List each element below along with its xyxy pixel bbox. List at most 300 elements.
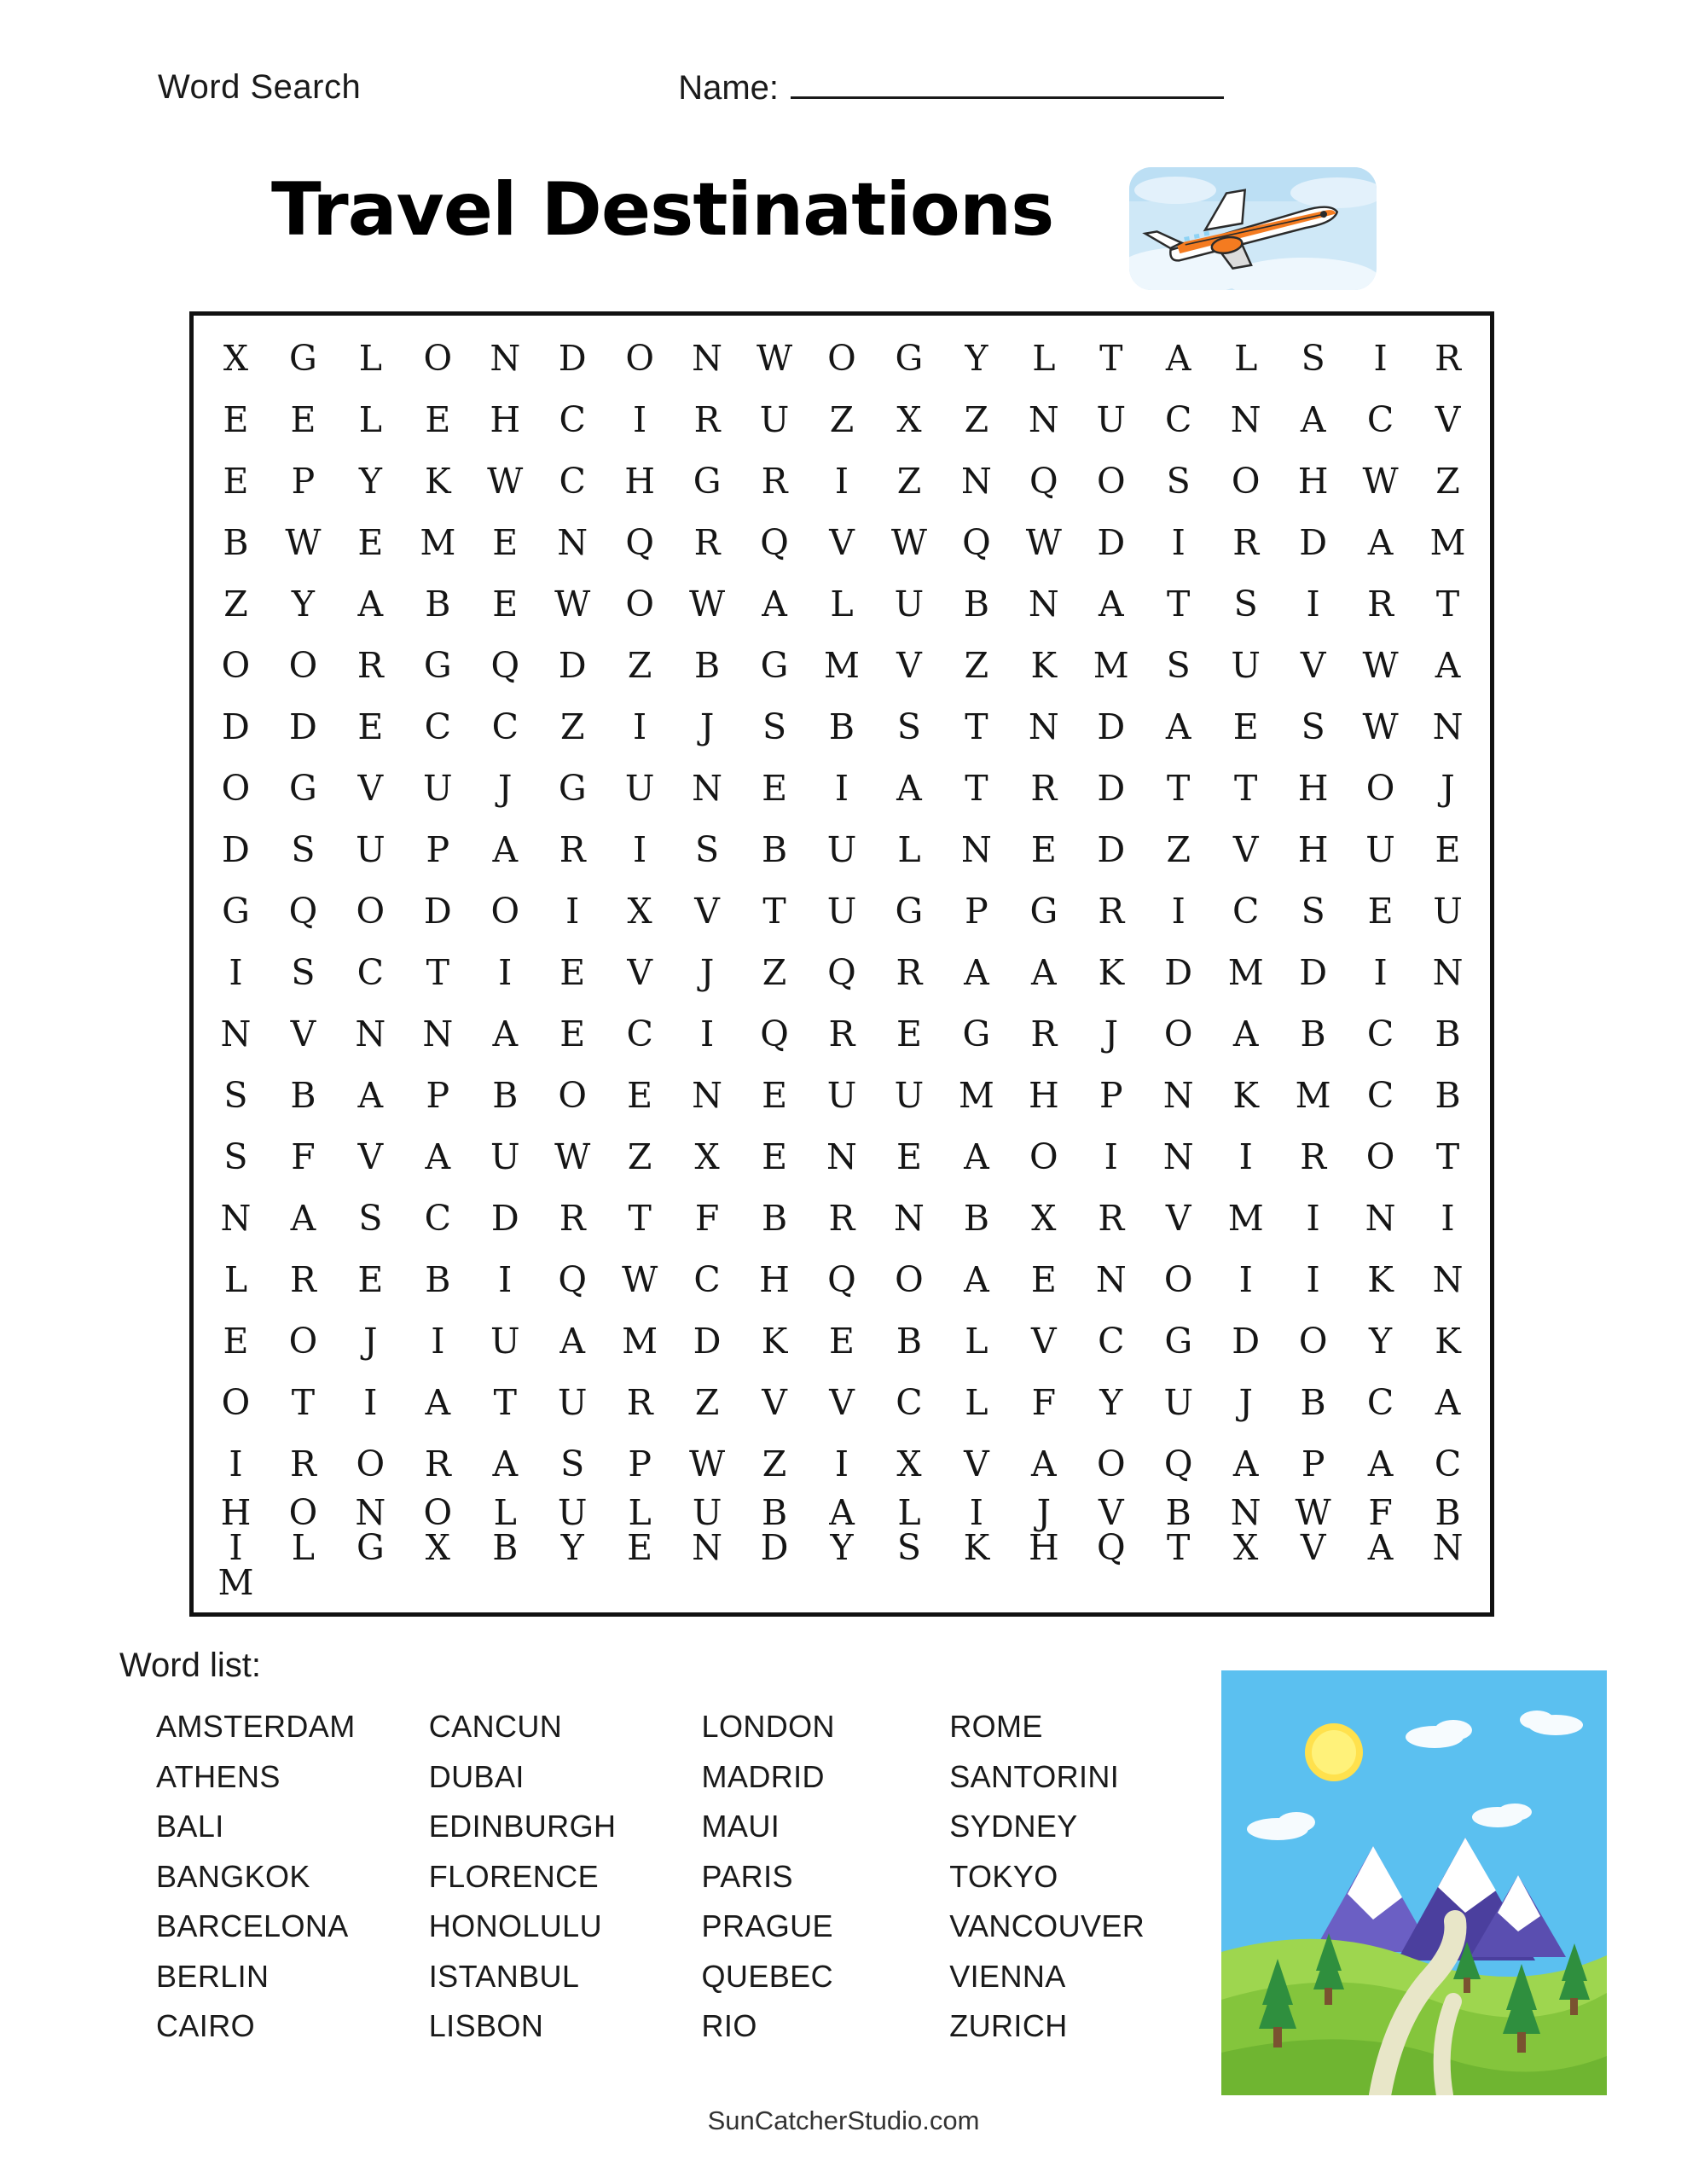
grid-cell[interactable]: D [1097, 706, 1126, 747]
grid-cell[interactable]: S [223, 1136, 248, 1178]
grid-cell[interactable]: B [1435, 1014, 1461, 1055]
grid-cell[interactable]: N [1028, 706, 1059, 747]
grid-cell[interactable]: I [229, 952, 243, 994]
grid-cell[interactable]: Z [627, 1136, 652, 1178]
grid-cell[interactable]: O [221, 767, 251, 809]
grid-cell[interactable]: W [622, 1259, 658, 1301]
grid-cell[interactable]: E [559, 1014, 586, 1055]
grid-cell[interactable]: X [896, 398, 922, 440]
word-list-item[interactable]: BANGKOK [156, 1858, 310, 1894]
grid-cell[interactable]: S [1301, 706, 1325, 747]
grid-cell[interactable]: B [1300, 1014, 1326, 1055]
grid-cell[interactable]: I [834, 767, 849, 809]
grid-cell[interactable]: N [1432, 706, 1464, 747]
grid-cell[interactable]: A [1367, 1527, 1394, 1568]
grid-cell[interactable]: M [1227, 952, 1264, 994]
grid-cell[interactable]: N [1230, 1492, 1261, 1533]
word-list-item[interactable]: VANCOUVER [949, 1908, 1145, 1943]
grid-cell[interactable]: S [1166, 460, 1191, 502]
grid-cell[interactable]: N [220, 1014, 252, 1055]
grid-cell[interactable]: N [1028, 398, 1059, 440]
grid-cell[interactable]: Q [625, 521, 654, 563]
grid-cell[interactable]: R [357, 644, 384, 686]
grid-cell[interactable]: W [1362, 644, 1399, 686]
grid-cell[interactable]: E [357, 706, 384, 747]
grid-cell[interactable]: C [491, 706, 519, 747]
grid-cell[interactable]: I [1441, 1198, 1455, 1240]
grid-cell[interactable]: D [1097, 767, 1126, 809]
grid-cell[interactable]: N [1162, 1075, 1194, 1117]
grid-cell[interactable]: T [426, 952, 449, 994]
grid-cell[interactable]: Y [560, 1527, 584, 1568]
grid-cell[interactable]: V [896, 644, 922, 686]
grid-cell[interactable]: D [1232, 1321, 1261, 1362]
grid-cell[interactable]: N [1432, 1527, 1464, 1568]
grid-cell[interactable]: N [960, 828, 992, 870]
grid-cell[interactable]: B [828, 706, 855, 747]
grid-cell[interactable]: Y [965, 337, 988, 379]
word-list-item[interactable]: SANTORINI [949, 1758, 1120, 1794]
grid-cell[interactable]: N [1432, 1259, 1464, 1301]
grid-cell[interactable]: A [1165, 706, 1191, 747]
grid-cell[interactable]: V [762, 1382, 787, 1424]
grid-cell[interactable]: Y [358, 460, 382, 502]
grid-cell[interactable]: I [498, 1259, 513, 1301]
grid-cell[interactable]: G [423, 644, 452, 686]
grid-cell[interactable]: V [290, 1014, 316, 1055]
grid-cell[interactable]: E [1435, 828, 1461, 870]
grid-cell[interactable]: E [1232, 706, 1259, 747]
grid-cell[interactable]: Q [288, 890, 318, 932]
grid-cell[interactable]: A [1435, 1382, 1461, 1424]
grid-cell[interactable]: B [1435, 1492, 1461, 1533]
grid-cell[interactable]: C [559, 398, 586, 440]
grid-cell[interactable]: W [689, 1443, 726, 1485]
word-list-item[interactable]: CAIRO [156, 2008, 256, 2043]
grid-cell[interactable]: D [558, 337, 587, 379]
grid-cell[interactable]: E [627, 1527, 653, 1568]
grid-cell[interactable]: L [358, 398, 382, 440]
grid-cell[interactable]: U [1163, 1382, 1193, 1424]
grid-cell[interactable]: O [423, 1492, 453, 1533]
grid-cell[interactable]: R [1300, 1136, 1327, 1178]
grid-cell[interactable]: I [633, 706, 647, 747]
grid-cell[interactable]: E [762, 1136, 788, 1178]
grid-cell[interactable]: V [1031, 1321, 1057, 1362]
word-list-item[interactable]: SYDNEY [949, 1809, 1078, 1844]
grid-cell[interactable]: W [554, 1136, 591, 1178]
grid-cell[interactable]: E [223, 460, 249, 502]
grid-cell[interactable]: D [1097, 828, 1126, 870]
grid-cell[interactable]: N [557, 521, 588, 563]
grid-cell[interactable]: S [1301, 890, 1325, 932]
grid-cell[interactable]: R [1098, 890, 1125, 932]
grid-cell[interactable]: N [692, 337, 723, 379]
grid-cell[interactable]: E [492, 583, 519, 624]
grid-cell[interactable]: O [221, 1382, 251, 1424]
grid-cell[interactable]: L [965, 1321, 988, 1362]
grid-cell[interactable]: Z [829, 398, 855, 440]
grid-cell[interactable]: J [498, 767, 513, 809]
grid-cell[interactable]: S [762, 706, 787, 747]
grid-cell[interactable]: U [1231, 644, 1261, 686]
grid-cell[interactable]: U [1433, 890, 1463, 932]
grid-cell[interactable]: B [492, 1075, 519, 1117]
grid-cell[interactable]: A [964, 1259, 989, 1301]
grid-cell[interactable]: E [896, 1136, 922, 1178]
grid-cell[interactable]: G [693, 460, 722, 502]
grid-cell[interactable]: O [1365, 767, 1395, 809]
grid-cell[interactable]: L [897, 828, 921, 870]
grid-cell[interactable]: F [291, 1136, 316, 1178]
grid-cell[interactable]: I [633, 398, 647, 440]
grid-cell[interactable]: X [1031, 1198, 1057, 1240]
grid-cell[interactable]: C [1165, 398, 1192, 440]
grid-cell[interactable]: A [762, 583, 787, 624]
grid-cell[interactable]: O [221, 644, 251, 686]
grid-cell[interactable]: N [1432, 952, 1464, 994]
grid-cell[interactable]: R [1098, 1198, 1125, 1240]
grid-cell[interactable]: H [759, 1259, 790, 1301]
grid-cell[interactable]: L [965, 1382, 988, 1424]
grid-cell[interactable]: B [290, 1075, 316, 1117]
grid-cell[interactable]: A [1031, 952, 1057, 994]
grid-cell[interactable]: A [896, 767, 922, 809]
word-list-item[interactable]: LONDON [701, 1709, 835, 1744]
grid-cell[interactable]: W [554, 583, 591, 624]
grid-cell[interactable]: A [1435, 644, 1461, 686]
grid-cell[interactable]: I [498, 952, 513, 994]
grid-cell[interactable]: E [425, 398, 451, 440]
grid-cell[interactable]: K [1232, 1075, 1259, 1117]
grid-cell[interactable]: C [1366, 1075, 1394, 1117]
grid-cell[interactable]: V [694, 890, 720, 932]
grid-cell[interactable]: V [964, 1443, 989, 1485]
grid-cell[interactable]: O [1365, 1136, 1395, 1178]
grid-cell[interactable]: H [220, 1492, 252, 1533]
grid-cell[interactable]: E [492, 521, 519, 563]
grid-cell[interactable]: X [425, 1527, 450, 1568]
word-list-item[interactable]: BALI [156, 1809, 224, 1844]
grid-cell[interactable]: N [692, 767, 723, 809]
grid-cell[interactable]: U [490, 1321, 520, 1362]
grid-cell[interactable]: A [357, 583, 384, 624]
grid-cell[interactable]: M [1429, 521, 1466, 563]
grid-cell[interactable]: S [291, 828, 316, 870]
grid-cell[interactable]: P [426, 828, 450, 870]
grid-cell[interactable]: K [424, 460, 451, 502]
grid-cell[interactable]: G [222, 890, 250, 932]
grid-cell[interactable]: W [1362, 460, 1399, 502]
word-list-item[interactable]: QUEBEC [701, 1958, 833, 1994]
grid-cell[interactable]: L [1234, 337, 1258, 379]
grid-cell[interactable]: F [1368, 1492, 1393, 1533]
grid-cell[interactable]: O [356, 890, 386, 932]
grid-cell[interactable]: B [761, 828, 788, 870]
grid-cell[interactable]: R [289, 1443, 316, 1485]
grid-cell[interactable]: T [1167, 583, 1191, 624]
letter-grid[interactable] [202, 328, 1481, 1603]
grid-cell[interactable]: R [559, 828, 586, 870]
grid-cell[interactable]: S [1166, 644, 1191, 686]
grid-cell[interactable]: A [964, 952, 989, 994]
grid-cell[interactable]: V [1232, 828, 1259, 870]
grid-cell[interactable]: P [628, 1443, 652, 1485]
grid-cell[interactable]: Q [962, 521, 991, 563]
grid-cell[interactable]: C [1366, 1382, 1394, 1424]
grid-cell[interactable]: A [1165, 337, 1191, 379]
grid-cell[interactable]: J [1036, 1492, 1052, 1533]
grid-cell[interactable]: O [1163, 1259, 1193, 1301]
grid-cell[interactable]: L [830, 583, 854, 624]
grid-cell[interactable]: B [761, 1198, 788, 1240]
grid-cell[interactable]: T [965, 706, 988, 747]
grid-cell[interactable]: G [289, 337, 317, 379]
grid-cell[interactable]: T [1167, 1527, 1191, 1568]
grid-cell[interactable]: B [223, 521, 249, 563]
word-list-item[interactable]: ZURICH [949, 2008, 1068, 2043]
grid-cell[interactable]: Q [558, 1259, 588, 1301]
grid-cell[interactable]: C [896, 1382, 923, 1424]
grid-cell[interactable]: M [1295, 1075, 1331, 1117]
grid-cell[interactable]: C [357, 952, 385, 994]
grid-cell[interactable]: N [894, 1198, 925, 1240]
grid-cell[interactable]: E [1367, 890, 1394, 932]
grid-cell[interactable]: A [425, 1136, 451, 1178]
grid-cell[interactable]: R [693, 398, 721, 440]
grid-cell[interactable]: C [1232, 890, 1260, 932]
grid-cell[interactable]: I [633, 828, 647, 870]
grid-cell[interactable]: D [1164, 952, 1193, 994]
grid-cell[interactable]: G [895, 337, 924, 379]
grid-cell[interactable]: A [829, 1492, 855, 1533]
grid-cell[interactable]: X [1233, 1527, 1259, 1568]
grid-cell[interactable]: K [761, 1321, 788, 1362]
grid-cell[interactable]: V [829, 1382, 855, 1424]
grid-cell[interactable]: K [1030, 644, 1058, 686]
grid-cell[interactable]: W [1295, 1492, 1331, 1533]
grid-cell[interactable]: B [963, 583, 989, 624]
grid-cell[interactable]: H [1028, 1075, 1059, 1117]
grid-cell[interactable]: Y [830, 1527, 854, 1568]
grid-cell[interactable]: N [1365, 1198, 1396, 1240]
grid-cell[interactable]: E [559, 952, 586, 994]
grid-cell[interactable]: P [1099, 1075, 1123, 1117]
grid-cell[interactable]: J [699, 706, 715, 747]
grid-cell[interactable]: U [624, 767, 655, 809]
grid-cell[interactable]: L [358, 337, 382, 379]
grid-cell[interactable]: R [1030, 1014, 1058, 1055]
grid-cell[interactable]: U [490, 1136, 520, 1178]
grid-cell[interactable]: S [560, 1443, 585, 1485]
grid-cell[interactable]: U [557, 1492, 588, 1533]
grid-cell[interactable]: E [762, 1075, 788, 1117]
grid-cell[interactable]: Z [762, 952, 787, 994]
grid-cell[interactable]: U [356, 828, 386, 870]
grid-cell[interactable]: E [829, 1321, 855, 1362]
grid-cell[interactable]: U [423, 767, 453, 809]
word-list-item[interactable]: MAUI [701, 1809, 780, 1844]
grid-cell[interactable]: I [834, 460, 849, 502]
grid-cell[interactable]: E [357, 1259, 384, 1301]
grid-cell[interactable]: Z [627, 644, 652, 686]
grid-cell[interactable]: T [291, 1382, 316, 1424]
grid-cell[interactable]: S [291, 952, 316, 994]
grid-cell[interactable]: O [490, 890, 520, 932]
grid-cell[interactable]: A [357, 1075, 384, 1117]
grid-cell[interactable]: T [628, 1198, 652, 1240]
grid-cell[interactable]: W [890, 521, 928, 563]
grid-cell[interactable]: E [290, 398, 316, 440]
word-list-item[interactable]: HONOLULU [428, 1908, 603, 1943]
grid-cell[interactable]: I [1104, 1136, 1118, 1178]
grid-cell[interactable]: B [1435, 1075, 1461, 1117]
grid-cell[interactable]: O [1029, 1136, 1058, 1178]
grid-cell[interactable]: N [1095, 1259, 1127, 1301]
grid-cell[interactable]: I [1171, 890, 1186, 932]
grid-cell[interactable]: I [1306, 1198, 1320, 1240]
grid-cell[interactable]: A [964, 1136, 989, 1178]
grid-cell[interactable]: S [223, 1075, 248, 1117]
grid-cell[interactable]: H [1297, 767, 1329, 809]
grid-cell[interactable]: G [1164, 1321, 1193, 1362]
grid-cell[interactable]: K [1435, 1321, 1461, 1362]
grid-cell[interactable]: I [431, 1321, 445, 1362]
grid-cell[interactable]: C [559, 460, 586, 502]
grid-cell[interactable]: L [628, 1492, 652, 1533]
grid-cell[interactable]: A [425, 1382, 451, 1424]
grid-cell[interactable]: L [291, 1527, 316, 1568]
grid-cell[interactable]: R [896, 952, 923, 994]
grid-cell[interactable]: F [1031, 1382, 1057, 1424]
grid-cell[interactable]: H [1028, 1527, 1059, 1568]
grid-cell[interactable]: A [1300, 398, 1326, 440]
grid-cell[interactable]: Z [1166, 828, 1191, 870]
grid-cell[interactable]: Y [1099, 1382, 1123, 1424]
grid-cell[interactable]: I [1238, 1136, 1253, 1178]
grid-cell[interactable]: S [358, 1198, 383, 1240]
grid-cell[interactable]: C [1098, 1321, 1125, 1362]
grid-cell[interactable]: O [1163, 1014, 1193, 1055]
grid-cell[interactable]: I [1171, 521, 1186, 563]
grid-cell[interactable]: T [1234, 767, 1258, 809]
grid-cell[interactable]: V [1300, 1527, 1326, 1568]
grid-cell[interactable]: N [826, 1136, 857, 1178]
grid-cell[interactable]: A [1232, 1443, 1259, 1485]
word-list-item[interactable]: ISTANBUL [428, 1958, 580, 1994]
grid-cell[interactable]: P [965, 890, 988, 932]
grid-cell[interactable]: I [229, 1443, 243, 1485]
grid-cell[interactable]: D [423, 890, 452, 932]
grid-cell[interactable]: R [1232, 521, 1260, 563]
grid-cell[interactable]: O [356, 1443, 386, 1485]
grid-cell[interactable]: I [363, 1382, 378, 1424]
grid-cell[interactable]: W [285, 521, 322, 563]
grid-cell[interactable]: Y [291, 583, 315, 624]
grid-cell[interactable]: J [1238, 1382, 1253, 1424]
grid-cell[interactable]: Z [1435, 460, 1460, 502]
grid-cell[interactable]: N [692, 1527, 723, 1568]
word-list-item[interactable]: ATHENS [156, 1758, 281, 1794]
grid-cell[interactable]: C [626, 1014, 653, 1055]
grid-cell[interactable]: R [424, 1443, 451, 1485]
grid-cell[interactable]: D [1299, 521, 1328, 563]
grid-cell[interactable]: R [1435, 337, 1461, 379]
grid-cell[interactable]: N [692, 1075, 723, 1117]
grid-cell[interactable]: R [1367, 583, 1394, 624]
grid-cell[interactable]: R [289, 1259, 316, 1301]
grid-cell[interactable]: F [694, 1198, 720, 1240]
grid-cell[interactable]: S [896, 1527, 921, 1568]
grid-cell[interactable]: G [356, 1527, 385, 1568]
grid-cell[interactable]: M [958, 1075, 994, 1117]
grid-cell[interactable]: L [223, 1259, 248, 1301]
grid-cell[interactable]: M [824, 644, 860, 686]
grid-cell[interactable]: M [622, 1321, 658, 1362]
grid-cell[interactable]: E [1030, 1259, 1057, 1301]
grid-cell[interactable]: B [761, 1492, 788, 1533]
grid-cell[interactable]: A [492, 1014, 519, 1055]
grid-cell[interactable]: G [895, 890, 924, 932]
grid-cell[interactable]: N [1162, 1136, 1194, 1178]
grid-cell[interactable]: C [424, 706, 451, 747]
grid-cell[interactable]: X [627, 890, 652, 932]
grid-cell[interactable]: J [699, 952, 715, 994]
grid-cell[interactable]: A [1367, 1443, 1394, 1485]
grid-cell[interactable]: R [559, 1198, 586, 1240]
grid-cell[interactable]: G [558, 767, 587, 809]
grid-cell[interactable]: I [1306, 583, 1320, 624]
grid-cell[interactable]: G [962, 1014, 991, 1055]
grid-cell[interactable]: A [559, 1321, 585, 1362]
word-list-item[interactable]: MADRID [701, 1758, 825, 1794]
grid-cell[interactable]: S [896, 706, 921, 747]
grid-cell[interactable]: J [1104, 1014, 1118, 1055]
grid-cell[interactable]: Q [827, 952, 856, 994]
grid-cell[interactable]: D [222, 706, 250, 747]
grid-cell[interactable]: D [490, 1198, 519, 1240]
grid-cell[interactable]: O [1096, 1443, 1126, 1485]
word-list-item[interactable]: ROME [949, 1709, 1043, 1744]
grid-cell[interactable]: A [1367, 521, 1394, 563]
grid-cell[interactable]: V [829, 521, 855, 563]
word-list-item[interactable]: PRAGUE [701, 1908, 833, 1943]
grid-cell[interactable]: D [693, 1321, 722, 1362]
word-list-item[interactable]: FLORENCE [428, 1858, 599, 1894]
grid-cell[interactable]: L [1032, 337, 1056, 379]
grid-cell[interactable]: O [625, 583, 654, 624]
grid-cell[interactable]: Q [760, 1014, 789, 1055]
grid-cell[interactable]: H [1297, 460, 1329, 502]
grid-cell[interactable]: G [289, 767, 317, 809]
grid-cell[interactable]: D [288, 706, 317, 747]
grid-cell[interactable]: V [1098, 1492, 1124, 1533]
grid-cell[interactable]: R [626, 1382, 653, 1424]
grid-cell[interactable]: J [363, 1321, 378, 1362]
grid-cell[interactable]: Q [760, 521, 789, 563]
grid-cell[interactable]: T [1435, 1136, 1460, 1178]
grid-cell[interactable]: N [355, 1014, 386, 1055]
grid-cell[interactable]: O [1298, 1321, 1328, 1362]
grid-cell[interactable]: E [223, 398, 249, 440]
grid-cell[interactable]: E [627, 1075, 653, 1117]
grid-cell[interactable]: P [291, 460, 316, 502]
grid-cell[interactable]: O [1096, 460, 1126, 502]
grid-cell[interactable]: M [1093, 644, 1129, 686]
grid-cell[interactable]: L [897, 1492, 921, 1533]
grid-cell[interactable]: C [1366, 1014, 1394, 1055]
grid-cell[interactable]: U [826, 828, 857, 870]
